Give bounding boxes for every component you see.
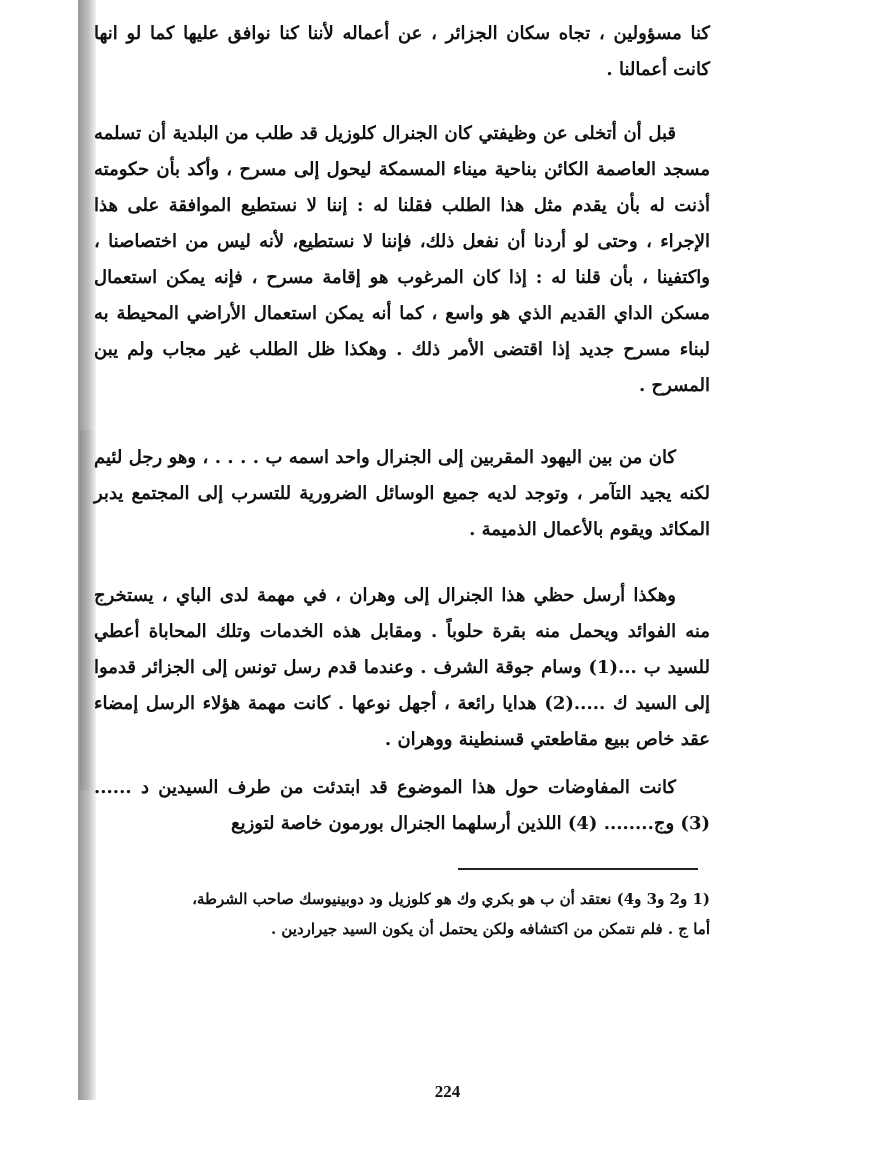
paragraph bbox=[94, 440, 710, 548]
paragraph-text: قبل أن أتخلى عن وظيفتي كان الجنرال كلوزيل قد طلب من البلدية أن تسلمه مسجد العاصمة الكائن بناحية ميناء المسمكة ليحول إلى مسرح ، وأكد بأن حكومته أذنت له بأن يقدم مثل هذا الطلب فقلنا له : إننا لا نستطيع الموافقة على هذا الإجراء ، وحتى لو أردنا أن نفعل ذلك، فإننا لا نستطيع، لأنه ليس من اختصاصنا ، واكتفينا ، بأن قلنا له : إذا كان المرغوب هو إقامة مسرح ، فإنه يمكن استعمال مسكن الداي القديم الذي هو واسع ، كما أنه يمكن استعمال الأراضي المحيطة به لبناء مسرح جديد إذا اقتضى الأمر ذلك . وهكذا ظل الطلب غير مجاب ولم يبن المسرح . bbox=[94, 123, 710, 396]
paragraph bbox=[94, 578, 710, 758]
paragraph-text: وهكذا أرسل حظي هذا الجنرال إلى وهران ، في مهمة لدى الباي ، يستخرج منه الفوائد ويحمل منه بقرة حلوباً . ومقابل هذه الخدمات وتلك المحاباة أعطي للسيد ب ...(1) وسام جوقة الشرف . وعندما قدم رسل تونس إلى الجزائر قدموا إلى السيد ك .....(2) هدايا رائعة ، أجهل نوعها . كانت مهمة هؤلاء الرسل إمضاء عقد خاص ببيع مقاطعتي قسنطينة ووهران . bbox=[94, 585, 710, 750]
paragraph-text: كنا مسؤولين ، تجاه سكان الجزائر ، عن أعماله لأننا كنا نوافق عليها كما لو انها كانت أعمالنا . bbox=[94, 23, 710, 80]
paragraph bbox=[94, 116, 710, 404]
paragraph-text: كانت المفاوضات حول هذا الموضوع قد ابتدئت من طرف السيدين د ...... (3) وج........ (4) اللذين أرسلهما الجنرال بورمون خاصة لتوزيع bbox=[94, 777, 710, 834]
paragraph-text: كان من بين اليهود المقربين إلى الجنرال واحد اسمه ب . . . . ، وهو رجل لئيم لكنه يجيد التآمر ، وتوجد لديه جميع الوسائل الضرورية للتسرب إلى المجتمع يدبر المكائد ويقوم بالأعمال الذميمة . bbox=[94, 447, 710, 540]
page-number: 224 bbox=[434, 1082, 461, 1101]
paragraph bbox=[94, 770, 710, 842]
footnote-divider bbox=[458, 868, 698, 870]
footnote bbox=[94, 884, 710, 944]
paragraph bbox=[94, 16, 710, 88]
footnote-line: (1 و2 و3 و4) نعتقد أن ب هو بكري وك هو كلوزيل ود دوبينيوسك صاحب الشرطة، bbox=[192, 890, 710, 908]
footnote-line: أما ج . فلم نتمكن من اكتشافه ولكن يحتمل أن يكون السيد جيراردين . bbox=[270, 920, 710, 938]
